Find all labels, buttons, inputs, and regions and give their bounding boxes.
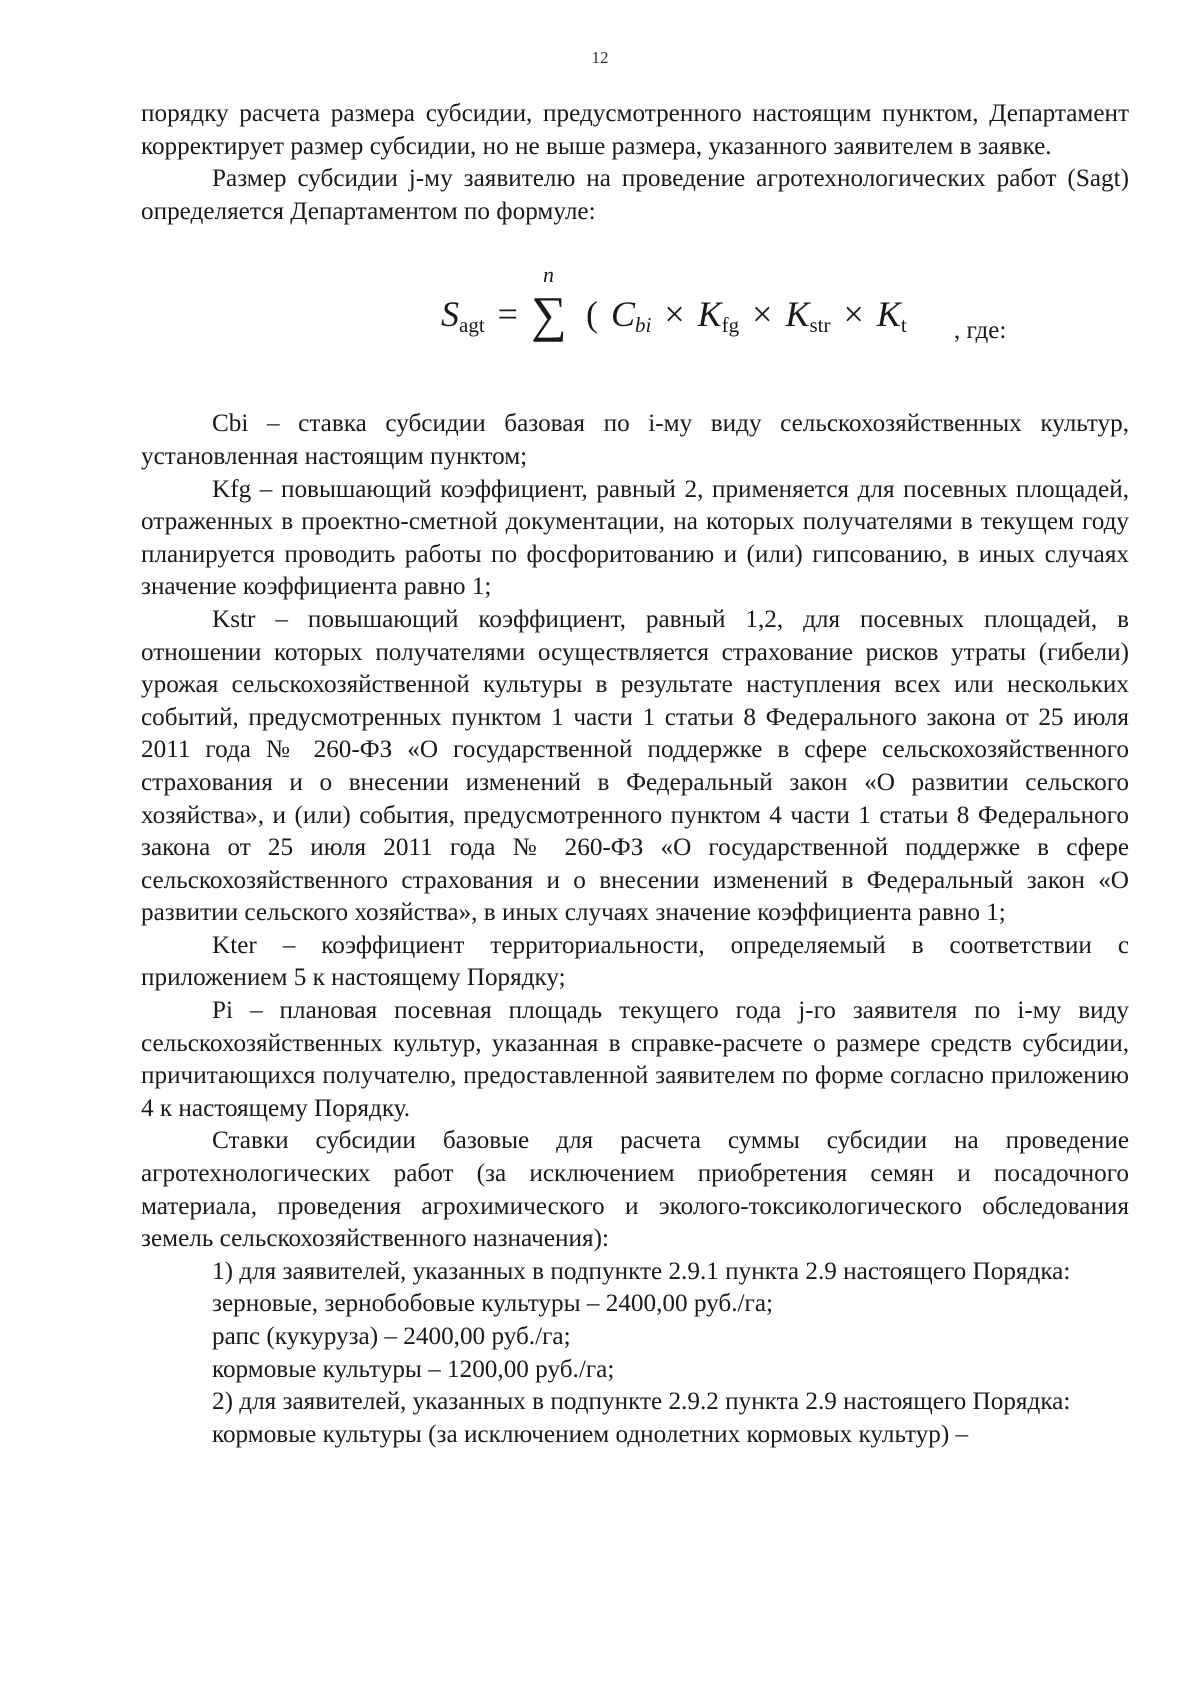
rate-grain: зерновые, зернобобовые культуры – 2400,00 руб./га;	[212, 1290, 774, 1318]
formula-kt: $K_t$	[876, 294, 907, 338]
paragraph-continuation: порядку расчета размера субсидии, предусмотренного настоящим пунктом, Департамент корректирует размер субсидии, но не выше размера, указанного заявителем в заявке.	[141, 100, 1129, 160]
formula-kstr: $K_{str}$	[785, 294, 831, 338]
list-item-2: 2) для заявителей, указанных в подпункте 2.9.2 пункта 2.9 настоящего Порядка:	[212, 1388, 1071, 1416]
definition-pi: Pi – плановая посевная площадь текущего года j-го заявителя по i-му виду сельскохозяйственных культур, указанная в справке-расчете о размере средств субсидии, причитающихся получателю, предоставленной заявителем по форме согласно приложению 4 к настоящему Порядку.	[141, 997, 1129, 1122]
definition-kstr: Kstr – повышающий коэффициент, равный 1,2, для посевных площадей, в отношении которых получателями осуществляется страхование рисков утраты (гибели) урожая сельскохозяйственной культуры в результате наступления всех или нескольких событий, предусмотренных пунктом 1 части 1 статьи 8 Федерального закона от 25 июля 2011 года № 260-ФЗ «О государственной поддержке в сфере сельскохозяйственного страхования и о внесении изменений в Федеральный закон «О развитии сельского хозяйства», и (или) события, предусмотренного пунктом 4 части 1 статьи 8 Федерального закона от 25 июля 2011 года № 260-ФЗ «О государственной поддержке в сфере сельскохозяйственного страхования и о внесении изменений в Федеральный закон «О развитии сельского хозяйства», в иных случаях значение коэффициента равно 1;	[141, 605, 1129, 927]
subsidy-formula	[141, 238, 1129, 388]
formula-where-label: , где:	[954, 317, 1007, 345]
paragraph-subsidy-size: Размер субсидии j-му заявителю на проведение агротехнологических работ (Sagt) определяется Департаментом по формуле:	[141, 165, 1129, 225]
document-body	[141, 98, 1129, 1451]
formula-expression	[441, 262, 907, 350]
formula-times-1: ×	[664, 294, 685, 335]
definition-cbi: Cbi – ставка субсидии базовая по i-му виду сельскохозяйственных культур, установленная настоящим пунктом;	[141, 410, 1129, 470]
formula-cbi: $C_{bi}$	[610, 294, 652, 338]
paragraph-base-rates: Ставки субсидии базовые для расчета суммы субсидии на проведение агротехнологических работ (за исключением приобретения семян и посадочного материала, проведения агрохимического и эколого-токсикологического обследования земель сельскохозяйственного назначения):	[141, 1127, 1129, 1253]
list-item-1: 1) для заявителей, указанных в подпункте 2.9.1 пункта 2.9 настоящего Порядка:	[212, 1257, 1071, 1285]
formula-times-3: ×	[843, 294, 864, 335]
formula-times-2: ×	[752, 294, 773, 335]
rate-fodder-perennial: кормовые культуры (за исключением однолетних кормовых культур) –	[212, 1420, 969, 1448]
formula-lhs: $S_{agt}$	[441, 294, 485, 338]
formula-open-paren: (	[585, 294, 598, 335]
page-number: 12	[591, 48, 609, 67]
sum-operator	[530, 262, 573, 343]
rate-rapeseed: рапс (кукуруза) – 2400,00 руб./га;	[212, 1323, 571, 1350]
sigma-symbol: ∑	[530, 286, 567, 343]
definition-kter: Kter – коэффициент территориальности, определяемый в соответствии с приложением 5 к настоящему Порядку;	[141, 931, 1129, 992]
formula-equals: =	[497, 294, 518, 335]
definition-kfg: Kfg – повышающий коэффициент, равный 2, применяется для посевных площадей, отраженных в проектно-сметной документации, на которых получателями в текущем году планируется проводить работы по фосфоритованию и (или) гипсованию, в иных случаях значение коэффициента равно 1;	[141, 475, 1129, 601]
formula-kfg: $K_{fg}$	[697, 294, 740, 338]
rate-fodder: кормовые культуры – 1200,00 руб./га;	[212, 1355, 615, 1383]
sum-upper-limit: n	[542, 262, 554, 288]
